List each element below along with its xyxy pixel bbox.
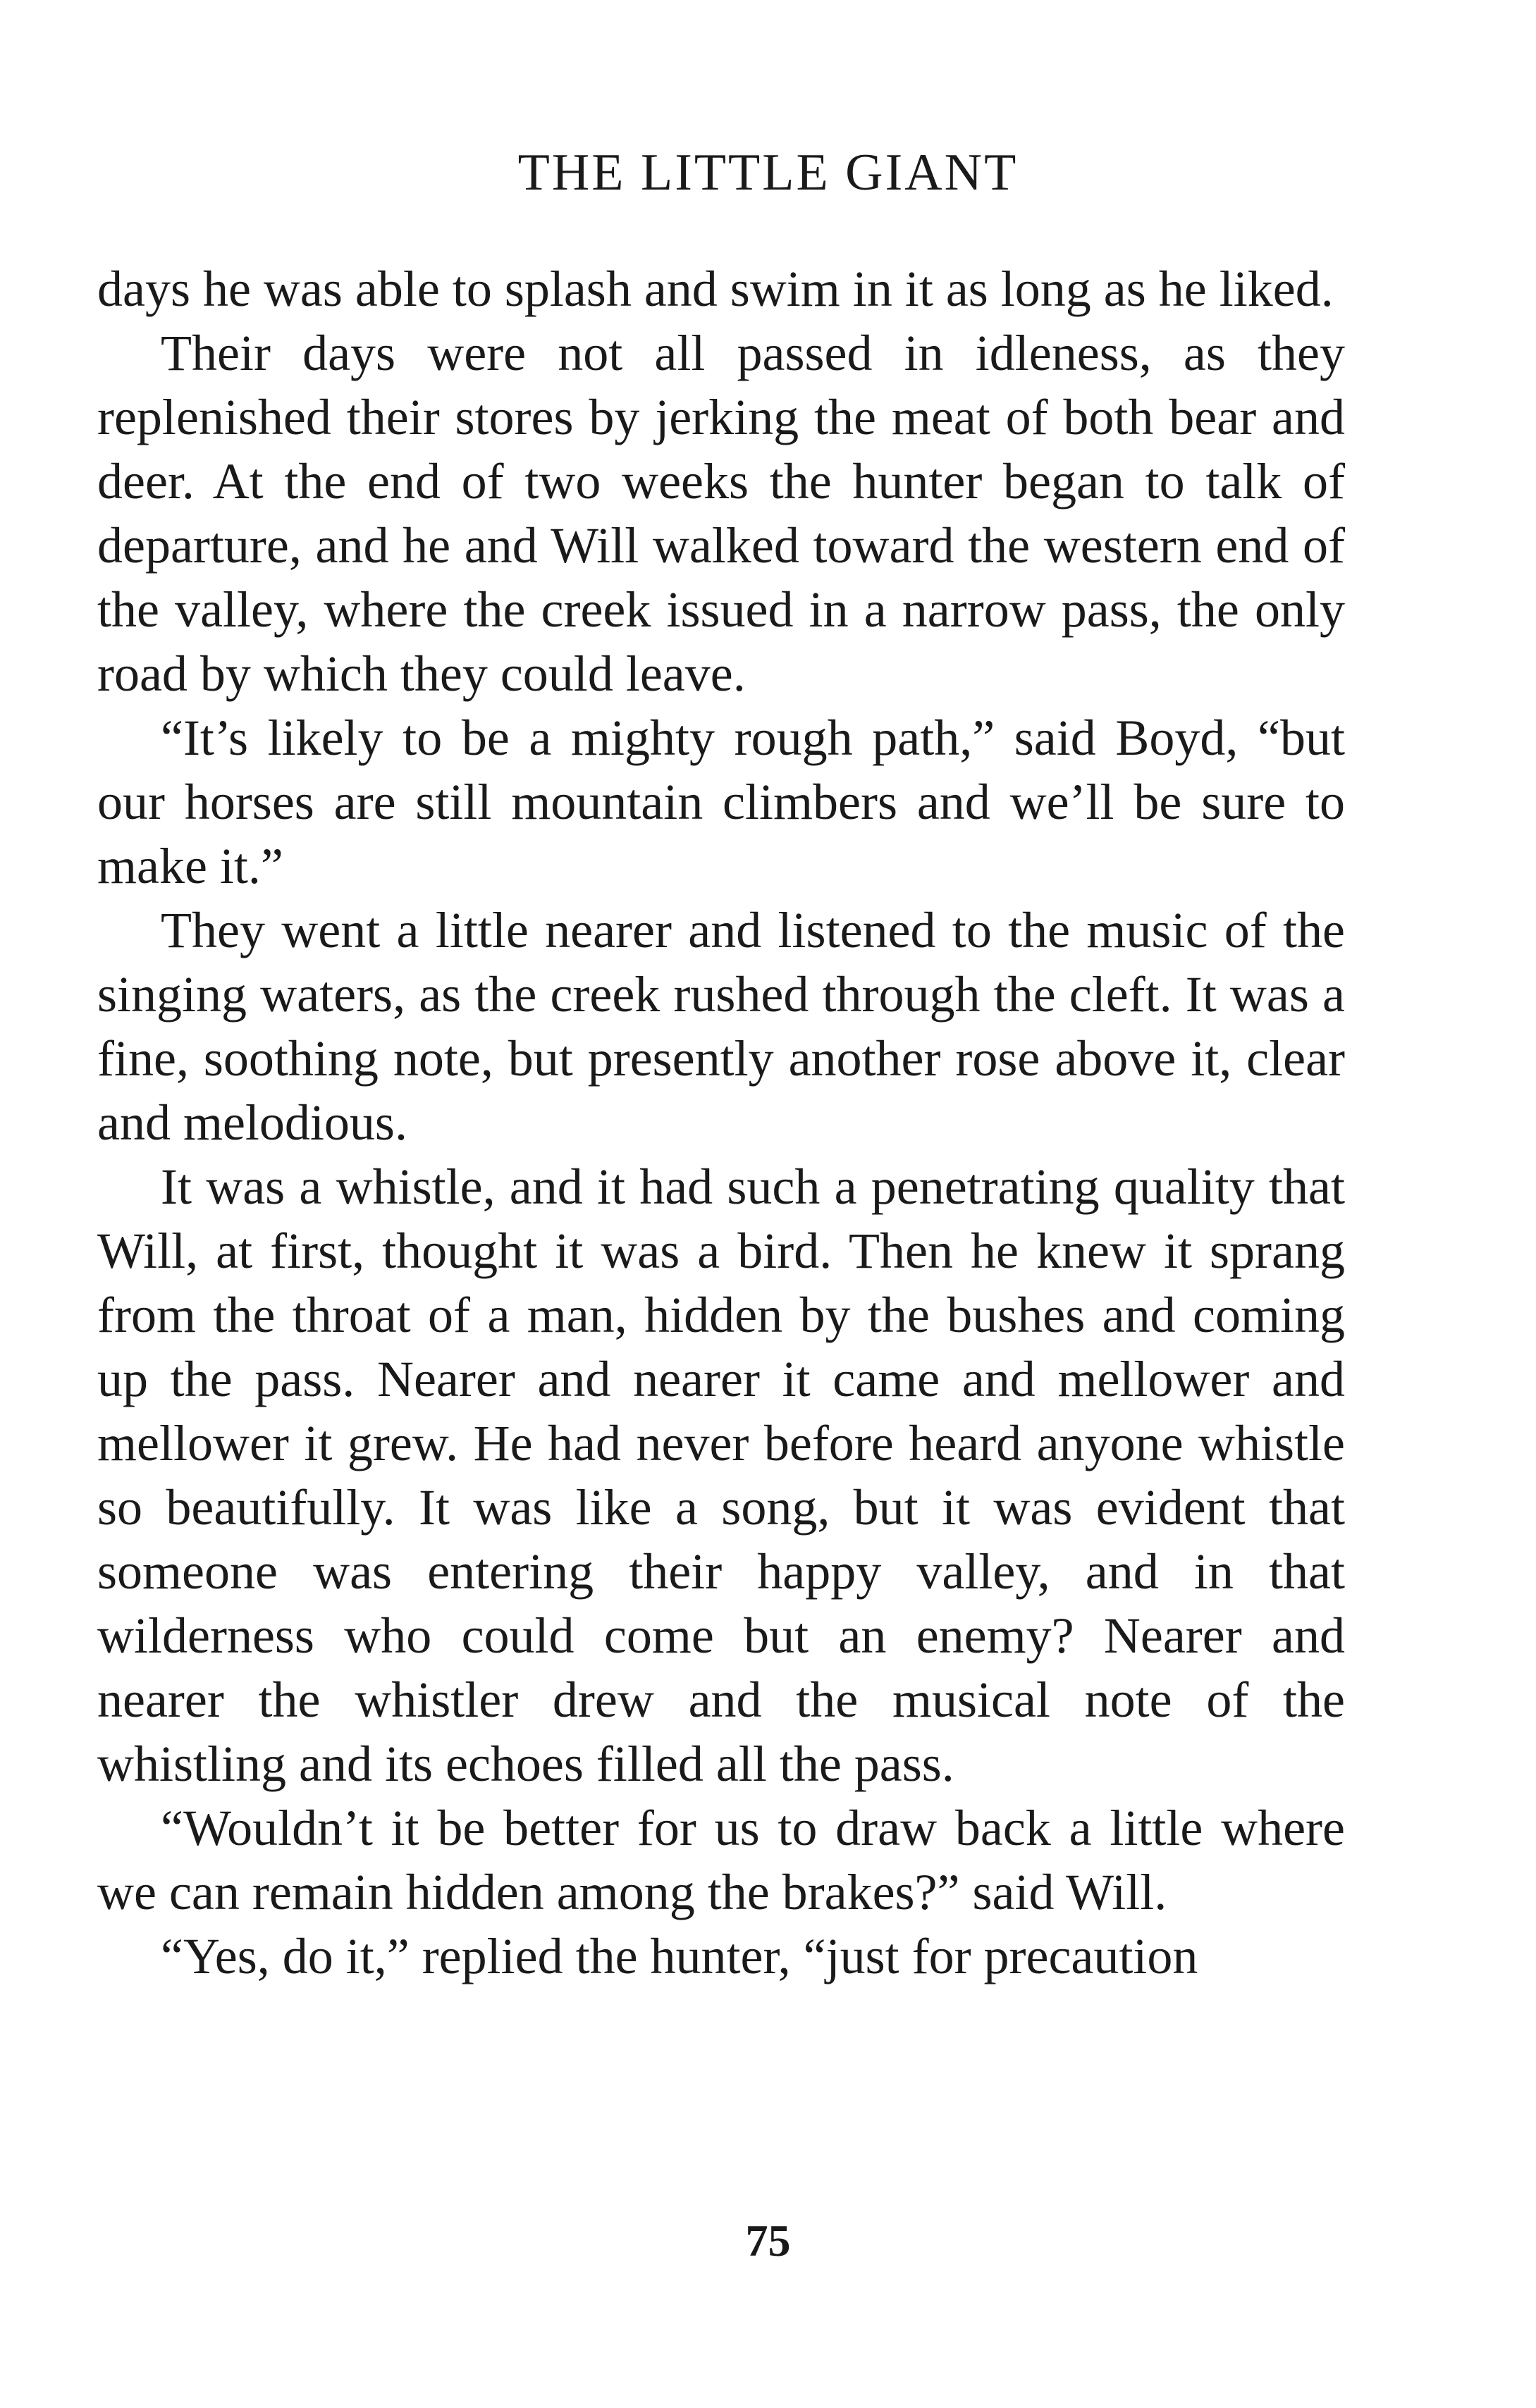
- page-number: 75: [745, 2216, 791, 2266]
- paragraph: They went a little nearer and listened to the music of the singing waters, as the creek rushed through the cleft. It was a fine, soothing note, but presently another rose above it, clear and melodious.: [97, 902, 1345, 1151]
- running-title: THE LITTLE GIANT: [517, 144, 1019, 202]
- paragraph: Their days were not all passed in idleness, as they replenished their stores by jerking the meat of both bear and deer. At the end of two weeks the hunter began to talk of departure, and he and Will walked toward the western end of the valley, where the creek issued in a narrow pass, the only road by which they could leave.: [97, 325, 1345, 702]
- paragraph: It was a whistle, and it had such a penetrating quality that Will, at first, thought it was a bird. Then he knew it sprang from the throat of a man, hidden by the bushes and coming up the pass. Nearer and nearer it came and mellower and mellower it grew. He had never before heard anyone whistle so beautifully. It was like a song, but it was evident that someone was entering their happy valley, and in that wilderness who could come but an enemy? Nearer and nearer the whistler drew and the musical note of the whistling and its echoes filled all the pass.: [97, 1159, 1345, 1792]
- paragraph: “Yes, do it,” replied the hunter, “just for precaution: [161, 1928, 1198, 1984]
- paragraph-continuation: days he was able to splash and swim in it as long as he liked.: [97, 261, 1334, 317]
- body-text: [97, 257, 1345, 1989]
- paragraph: “It’s likely to be a mighty rough path,” said Boyd, “but our horses are still mountain climbers and we’ll be sure to make it.”: [97, 710, 1345, 894]
- paragraph: “Wouldn’t it be better for us to draw back a little where we can remain hidden among the brakes?” said Will.: [97, 1800, 1345, 1920]
